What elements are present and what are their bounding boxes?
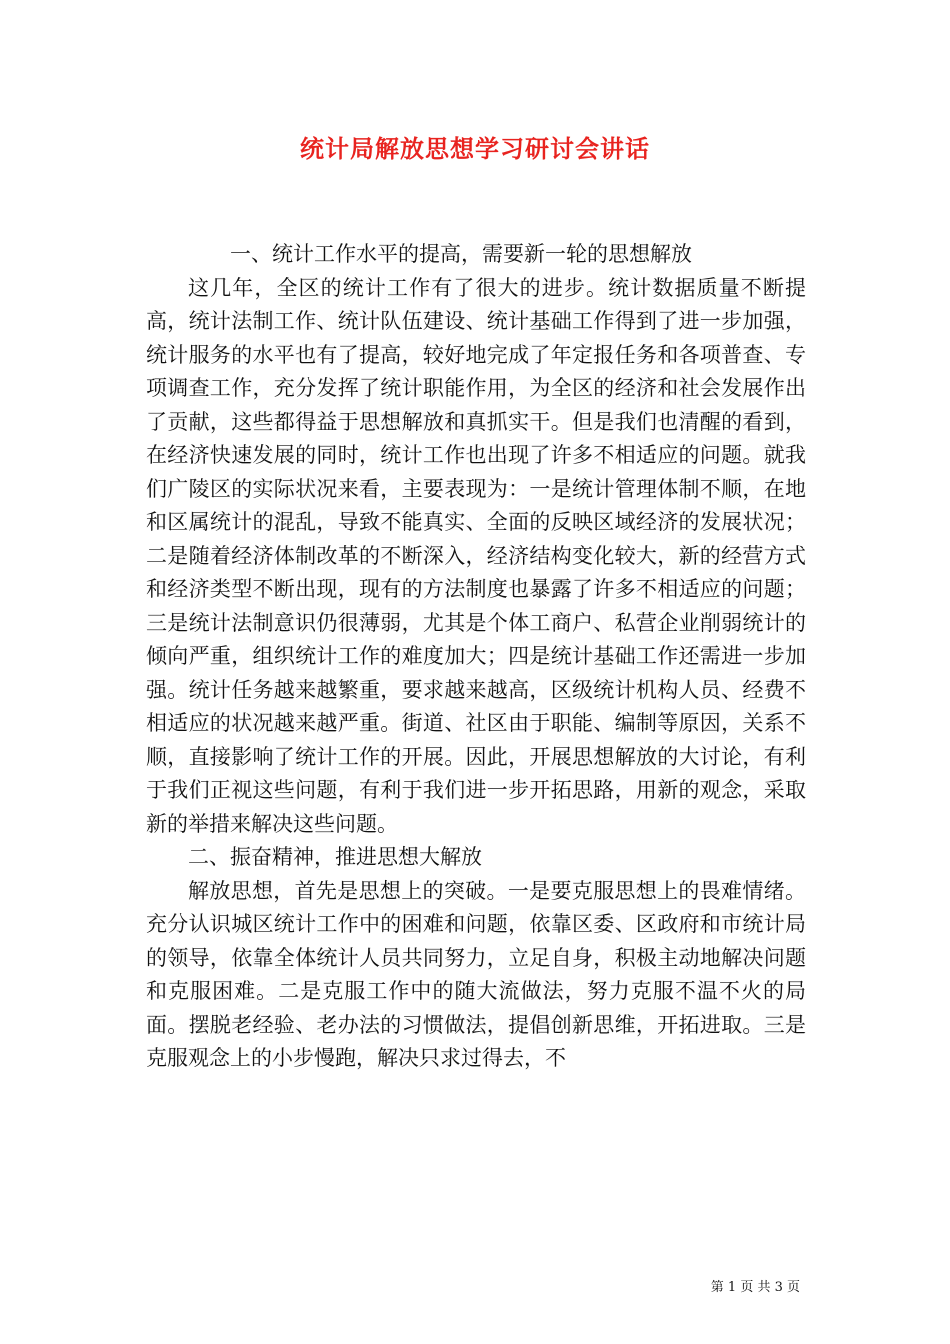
- section-paragraph-1: 这几年，全区的统计工作有了很大的进步。统计数据质量不断提高，统计法制工作、统计队伍建设、统计基础工作得到了进一步加强，统计服务的水平也有了提高，较好地完成了年定报任务和各项普查、专项调查工作，充分发挥了统计职能作用，为全区的经济和社会发展作出了贡献，这些都得益于思想解放和真抓实干。但是我们也清醒的看到，在经济快速发展的同时，统计工作也出现了许多不相适应的问题。就我们广陵区的实际状况来看，主要表现为：一是统计管理体制不顺，在地和区属统计的混乱，导致不能真实、全面的反映区域经济的发展状况；二是随着经济体制改革的不断深入，经济结构变化较大，新的经营方式和经济类型不断出现，现有的方法制度也暴露了许多不相适应的问题；三是统计法制意识仍很薄弱，尤其是个体工商户、私营企业削弱统计的倾向严重，组织统计工作的难度加大；四是统计基础工作还需进一步加强。统计任务越来越繁重，要求越来越高，区级统计机构人员、经费不相适应的状况越来越严重。街道、社区由于职能、编制等原因，关系不顺，直接影响了统计工作的开展。因此，开展思想解放的大讨论，有利于我们正视这些问题，有利于我们进一步开拓思路，用新的观念，采取新的举措来解决这些问题。: [146, 275, 806, 836]
- page-indicator: 第 1 页 共 3 页: [710, 1280, 800, 1295]
- section-heading-2: 二、振奋精神，推进思想大解放: [188, 845, 482, 869]
- page-title: 统计局解放思想学习研讨会讲话: [300, 134, 650, 163]
- section-heading-1: 一、统计工作水平的提高，需要新一轮的思想解放: [230, 242, 692, 266]
- document-body: [146, 238, 806, 1076]
- section-paragraph-2: 解放思想，首先是思想上的突破。一是要克服思想上的畏难情绪。充分认识城区统计工作中的困难和问题，依靠区委、区政府和市统计局的领导，依靠全体统计人员共同努力，立足自身，积极主动地解决问题和克服困难。二是克服工作中的随大流做法，努力克服不温不火的局面。摆脱老经验、老办法的习惯做法，提倡创新思维，开拓进取。三是克服观念上的小步慢跑，解决只求过得去，不: [146, 878, 806, 1070]
